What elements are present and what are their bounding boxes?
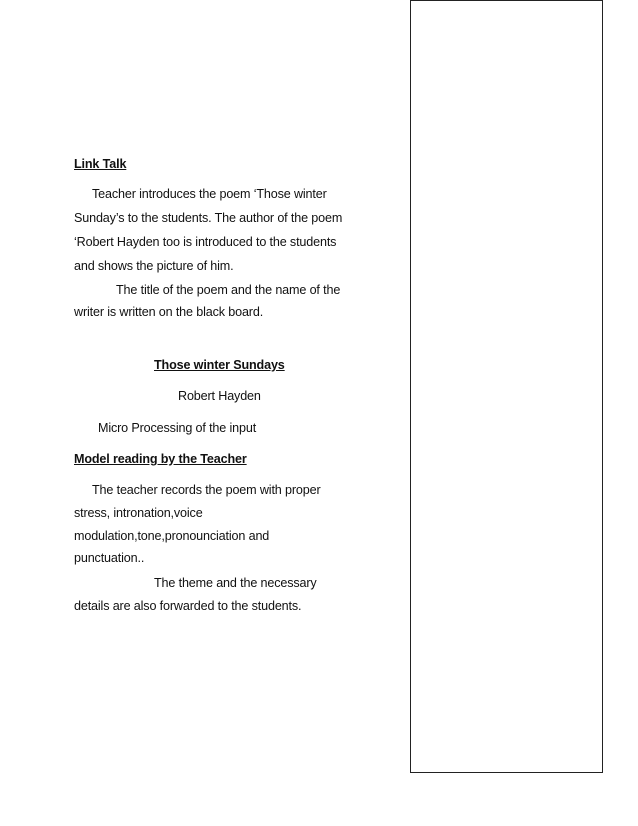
- model-line-3: modulation,tone,pronounciation and: [74, 529, 270, 543]
- link-talk-line-4: and shows the picture of him.: [74, 259, 234, 273]
- model-line-4: punctuation..: [74, 551, 145, 565]
- model-reading-heading: Model reading by the Teacher: [74, 452, 247, 466]
- link-talk-line-3: ‘Robert Hayden too is introduced to the students: [74, 235, 337, 249]
- model-line-1: The teacher records the poem with proper: [92, 483, 321, 497]
- link-talk-line-1: Teacher introduces the poem ‘Those winter: [92, 187, 327, 201]
- title-writer-line-1: The title of the poem and the name of the: [116, 283, 341, 297]
- model-line-2: stress, intronation,voice: [74, 506, 203, 520]
- link-talk-heading: Link Talk: [74, 157, 127, 171]
- link-talk-line-2: Sunday’s to the students. The author of the poem: [74, 211, 343, 225]
- title-writer-line-2: writer is written on the black board.: [74, 305, 264, 319]
- poem-author: Robert Hayden: [178, 389, 261, 403]
- theme-line-2: details are also forwarded to the students.: [74, 599, 302, 613]
- poem-title: Those winter Sundays: [154, 358, 285, 372]
- side-margin-box: [410, 0, 603, 773]
- micro-processing-line: Micro Processing of the input: [98, 421, 257, 435]
- theme-line-1: The theme and the necessary: [154, 576, 317, 590]
